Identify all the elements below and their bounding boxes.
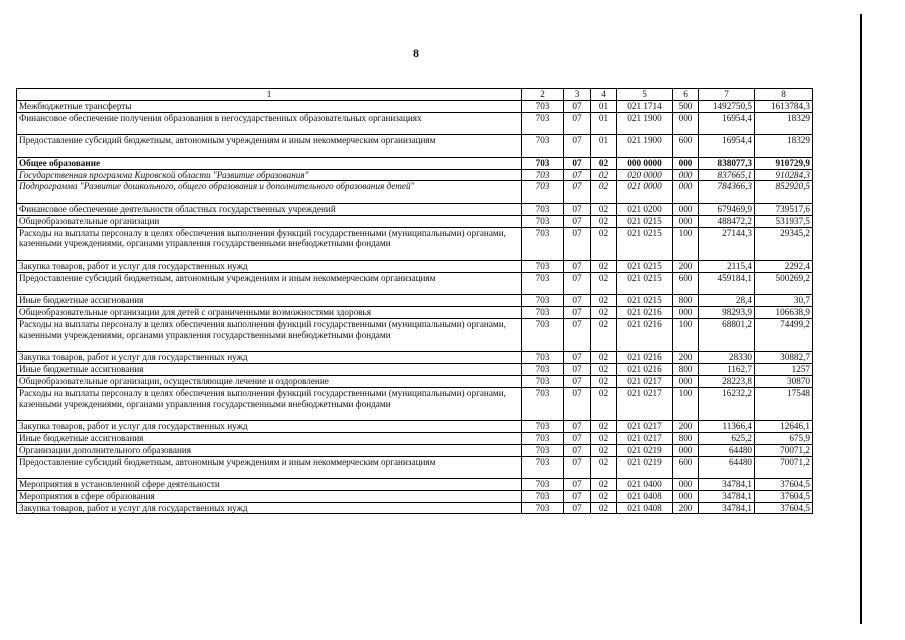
row-amount-col7: 625,2	[699, 432, 755, 444]
row-ministry-code: 703	[522, 479, 564, 491]
row-amount-col8: 30870	[755, 375, 813, 387]
row-expense-type-code: 100	[673, 227, 699, 260]
row-subsection-code: 02	[591, 421, 617, 433]
row-amount-col8: 500269,2	[755, 272, 813, 295]
row-name-cell: Предоставление субсидий бюджетным, автономным учреждениям и иным некоммерческим организациям	[17, 456, 522, 479]
row-ministry-code: 703	[522, 100, 564, 112]
row-section-code: 07	[564, 456, 591, 479]
row-amount-col8: 29345,2	[755, 227, 813, 260]
table-row	[17, 490, 813, 502]
row-ministry-code: 703	[522, 215, 564, 227]
row-ministry-code: 703	[522, 364, 564, 376]
row-amount-col7: 837665,1	[699, 169, 755, 181]
row-ministry-code: 703	[522, 444, 564, 456]
row-target-code: 021 0000	[617, 181, 673, 204]
row-expense-type-code: 200	[673, 502, 699, 514]
row-target-code: 021 0215	[617, 227, 673, 260]
row-section-code: 07	[564, 203, 591, 215]
table-row	[17, 215, 813, 227]
row-subsection-code: 02	[591, 432, 617, 444]
header-cell-5: 5	[617, 89, 673, 101]
row-ministry-code: 703	[522, 260, 564, 272]
row-target-code: 021 0200	[617, 203, 673, 215]
row-subsection-code: 02	[591, 479, 617, 491]
row-section-code: 07	[564, 318, 591, 351]
row-section-code: 07	[564, 169, 591, 181]
row-name-cell: Закупка товаров, работ и услуг для государственных нужд	[17, 421, 522, 433]
row-subsection-code: 02	[591, 456, 617, 479]
row-target-code: 000 0000	[617, 157, 673, 169]
table-row	[17, 456, 813, 479]
row-amount-col8: 12646,1	[755, 421, 813, 433]
row-name-cell: Закупка товаров, работ и услуг для государственных нужд	[17, 352, 522, 364]
row-name-cell: Межбюджетные трансферты	[17, 100, 522, 112]
row-expense-type-code: 100	[673, 318, 699, 351]
row-ministry-code: 703	[522, 375, 564, 387]
row-expense-type-code: 000	[673, 157, 699, 169]
row-expense-type-code: 600	[673, 272, 699, 295]
row-subsection-code: 02	[591, 387, 617, 420]
row-amount-col7: 16954,4	[699, 112, 755, 135]
row-amount-col8: 106638,9	[755, 307, 813, 319]
row-amount-col8: 1257	[755, 364, 813, 376]
row-ministry-code: 703	[522, 272, 564, 295]
row-name-cell: Иные бюджетные ассигнования	[17, 364, 522, 376]
row-amount-col7: 28223,8	[699, 375, 755, 387]
row-subsection-code: 02	[591, 215, 617, 227]
table-row	[17, 272, 813, 295]
table-row	[17, 157, 813, 169]
row-subsection-code: 02	[591, 169, 617, 181]
row-amount-col7: 16954,4	[699, 135, 755, 158]
row-amount-col8: 675,9	[755, 432, 813, 444]
row-expense-type-code: 000	[673, 112, 699, 135]
row-ministry-code: 703	[522, 352, 564, 364]
row-name-cell: Закупка товаров, работ и услуг для государственных нужд	[17, 502, 522, 514]
row-amount-col7: 1492750,5	[699, 100, 755, 112]
table-body	[17, 89, 813, 514]
row-ministry-code: 703	[522, 318, 564, 351]
row-section-code: 07	[564, 364, 591, 376]
row-name-cell: Общеобразовательные организации для детей с ограниченными возможностями здоровья	[17, 307, 522, 319]
row-expense-type-code: 600	[673, 135, 699, 158]
row-expense-type-code: 200	[673, 421, 699, 433]
row-amount-col7: 488472,2	[699, 215, 755, 227]
row-name-cell: Мероприятия в сфере образования	[17, 490, 522, 502]
row-ministry-code: 703	[522, 181, 564, 204]
table-row	[17, 479, 813, 491]
row-section-code: 07	[564, 100, 591, 112]
row-ministry-code: 703	[522, 169, 564, 181]
row-amount-col8: 739517,6	[755, 203, 813, 215]
row-ministry-code: 703	[522, 421, 564, 433]
row-subsection-code: 01	[591, 100, 617, 112]
row-name-cell: Иные бюджетные ассигнования	[17, 432, 522, 444]
row-ministry-code: 703	[522, 227, 564, 260]
row-section-code: 07	[564, 444, 591, 456]
table-row	[17, 295, 813, 307]
row-target-code: 021 0215	[617, 260, 673, 272]
table-row	[17, 307, 813, 319]
row-amount-col8: 70071,2	[755, 456, 813, 479]
row-target-code: 021 1714	[617, 100, 673, 112]
row-amount-col7: 679469,9	[699, 203, 755, 215]
row-subsection-code: 02	[591, 295, 617, 307]
table-row	[17, 112, 813, 135]
row-amount-col7: 11366,4	[699, 421, 755, 433]
row-target-code: 021 1900	[617, 135, 673, 158]
table-row	[17, 444, 813, 456]
row-target-code: 021 0216	[617, 318, 673, 351]
row-target-code: 021 0217	[617, 375, 673, 387]
row-expense-type-code: 800	[673, 295, 699, 307]
row-expense-type-code: 800	[673, 432, 699, 444]
page-edge-rule	[860, 14, 862, 624]
row-ministry-code: 703	[522, 203, 564, 215]
row-amount-col7: 1162,7	[699, 364, 755, 376]
row-expense-type-code: 000	[673, 444, 699, 456]
row-amount-col8: 37604,5	[755, 502, 813, 514]
row-subsection-code: 02	[591, 227, 617, 260]
row-name-cell: Расходы на выплаты персоналу в целях обеспечения выполнения функций государственными (муниципальными) органами, казенными учреждениями, органами управления государственными внебюджетными фондами	[17, 227, 522, 260]
table-row	[17, 181, 813, 204]
row-amount-col8: 37604,5	[755, 479, 813, 491]
row-amount-col7: 16232,2	[699, 387, 755, 420]
table-row	[17, 352, 813, 364]
row-target-code: 021 0216	[617, 364, 673, 376]
row-target-code: 020 0000	[617, 169, 673, 181]
row-name-cell: Финансовое обеспечение деятельности областных государственных учреждений	[17, 203, 522, 215]
row-subsection-code: 02	[591, 502, 617, 514]
row-target-code: 021 0216	[617, 307, 673, 319]
table-row	[17, 100, 813, 112]
row-name-cell: Предоставление субсидий бюджетным, автономным учреждениям и иным некоммерческим организациям	[17, 272, 522, 295]
row-target-code: 021 0215	[617, 272, 673, 295]
row-amount-col8: 30,7	[755, 295, 813, 307]
row-expense-type-code: 000	[673, 203, 699, 215]
row-expense-type-code: 000	[673, 181, 699, 204]
row-amount-col8: 70071,2	[755, 444, 813, 456]
row-subsection-code: 02	[591, 352, 617, 364]
row-section-code: 07	[564, 157, 591, 169]
row-ministry-code: 703	[522, 307, 564, 319]
row-section-code: 07	[564, 135, 591, 158]
table-row	[17, 502, 813, 514]
row-target-code: 021 0219	[617, 456, 673, 479]
header-cell-4: 4	[591, 89, 617, 101]
row-expense-type-code: 000	[673, 307, 699, 319]
row-expense-type-code: 000	[673, 169, 699, 181]
row-section-code: 07	[564, 352, 591, 364]
row-amount-col8: 910729,9	[755, 157, 813, 169]
row-target-code: 021 0219	[617, 444, 673, 456]
row-name-cell: Финансовое обеспечение получения образования в негосударственных образовательных организациях	[17, 112, 522, 135]
row-expense-type-code: 200	[673, 260, 699, 272]
row-name-cell: Предоставление субсидий бюджетным, автономным учреждениям и иным некоммерческим организациям	[17, 135, 522, 158]
row-name-cell: Расходы на выплаты персоналу в целях обеспечения выполнения функций государственными (муниципальными) органами, казенными учреждениями, органами управления государственными внебюджетными фондами	[17, 387, 522, 420]
row-ministry-code: 703	[522, 135, 564, 158]
row-section-code: 07	[564, 272, 591, 295]
row-target-code: 021 0217	[617, 421, 673, 433]
row-expense-type-code: 200	[673, 352, 699, 364]
row-subsection-code: 02	[591, 260, 617, 272]
row-target-code: 021 0217	[617, 387, 673, 420]
row-subsection-code: 02	[591, 181, 617, 204]
row-target-code: 021 0400	[617, 479, 673, 491]
row-target-code: 021 0408	[617, 490, 673, 502]
row-name-cell: Иные бюджетные ассигнования	[17, 295, 522, 307]
row-section-code: 07	[564, 479, 591, 491]
table-row	[17, 432, 813, 444]
row-amount-col8: 30882,7	[755, 352, 813, 364]
row-amount-col8: 531937,5	[755, 215, 813, 227]
row-subsection-code: 02	[591, 307, 617, 319]
row-subsection-code: 02	[591, 203, 617, 215]
row-amount-col7: 34784,1	[699, 502, 755, 514]
row-name-cell: Общеобразовательные организации, осуществляющие лечение и оздоровление	[17, 375, 522, 387]
budget-table	[16, 88, 813, 514]
row-expense-type-code: 100	[673, 387, 699, 420]
row-amount-col8: 852920,5	[755, 181, 813, 204]
row-name-cell: Расходы на выплаты персоналу в целях обеспечения выполнения функций государственными (муниципальными) органами, казенными учреждениями, органами управления государственными внебюджетными фондами	[17, 318, 522, 351]
header-cell-6: 6	[673, 89, 699, 101]
row-expense-type-code: 000	[673, 215, 699, 227]
row-amount-col7: 2115,4	[699, 260, 755, 272]
row-section-code: 07	[564, 387, 591, 420]
table-row	[17, 318, 813, 351]
row-target-code: 021 0215	[617, 215, 673, 227]
row-name-cell: Подпрограмма "Развитие дошкольного, общего образования и дополнительного образования детей"	[17, 181, 522, 204]
row-target-code: 021 0217	[617, 432, 673, 444]
header-cell-2: 2	[522, 89, 564, 101]
row-expense-type-code: 000	[673, 490, 699, 502]
row-section-code: 07	[564, 181, 591, 204]
row-target-code: 021 0408	[617, 502, 673, 514]
row-subsection-code: 02	[591, 157, 617, 169]
table-row	[17, 375, 813, 387]
row-amount-col8: 37604,5	[755, 490, 813, 502]
row-section-code: 07	[564, 215, 591, 227]
row-section-code: 07	[564, 490, 591, 502]
row-ministry-code: 703	[522, 490, 564, 502]
header-cell-1: 1	[17, 89, 522, 101]
table-row	[17, 260, 813, 272]
row-ministry-code: 703	[522, 157, 564, 169]
row-ministry-code: 703	[522, 502, 564, 514]
row-name-cell: Мероприятия в установленной сфере деятельности	[17, 479, 522, 491]
row-subsection-code: 02	[591, 375, 617, 387]
table-row	[17, 421, 813, 433]
row-section-code: 07	[564, 502, 591, 514]
row-name-cell: Государственная программа Кировской области "Развитие образования"	[17, 169, 522, 181]
row-subsection-code: 01	[591, 112, 617, 135]
row-amount-col7: 459184,1	[699, 272, 755, 295]
row-target-code: 021 0215	[617, 295, 673, 307]
row-subsection-code: 02	[591, 272, 617, 295]
row-target-code: 021 0216	[617, 352, 673, 364]
table-row	[17, 135, 813, 158]
page-number: 8	[413, 46, 419, 60]
row-subsection-code: 02	[591, 490, 617, 502]
row-amount-col8: 1613784,3	[755, 100, 813, 112]
header-cell-8: 8	[755, 89, 813, 101]
header-cell-3: 3	[564, 89, 591, 101]
row-amount-col8: 18329	[755, 112, 813, 135]
row-name-cell: Общеобразовательные организации	[17, 215, 522, 227]
row-expense-type-code: 000	[673, 375, 699, 387]
row-amount-col7: 838077,3	[699, 157, 755, 169]
header-cell-7: 7	[699, 89, 755, 101]
row-amount-col7: 28330	[699, 352, 755, 364]
table-row	[17, 387, 813, 420]
row-amount-col7: 34784,1	[699, 490, 755, 502]
row-section-code: 07	[564, 227, 591, 260]
row-target-code: 021 1900	[617, 112, 673, 135]
row-amount-col8: 17548	[755, 387, 813, 420]
row-amount-col8: 74499,2	[755, 318, 813, 351]
row-name-cell: Организации дополнительного образования	[17, 444, 522, 456]
table-row	[17, 203, 813, 215]
row-amount-col7: 784366,3	[699, 181, 755, 204]
row-name-cell: Закупка товаров, работ и услуг для государственных нужд	[17, 260, 522, 272]
row-expense-type-code: 000	[673, 479, 699, 491]
row-subsection-code: 02	[591, 444, 617, 456]
row-ministry-code: 703	[522, 112, 564, 135]
header-row	[17, 89, 813, 101]
row-section-code: 07	[564, 421, 591, 433]
row-amount-col7: 64480	[699, 444, 755, 456]
row-amount-col8: 18329	[755, 135, 813, 158]
row-amount-col7: 34784,1	[699, 479, 755, 491]
table-row	[17, 364, 813, 376]
row-amount-col7: 68801,2	[699, 318, 755, 351]
row-section-code: 07	[564, 307, 591, 319]
row-section-code: 07	[564, 432, 591, 444]
table-row	[17, 227, 813, 260]
row-subsection-code: 02	[591, 318, 617, 351]
row-ministry-code: 703	[522, 432, 564, 444]
row-section-code: 07	[564, 295, 591, 307]
row-ministry-code: 703	[522, 295, 564, 307]
row-section-code: 07	[564, 375, 591, 387]
row-expense-type-code: 800	[673, 364, 699, 376]
row-amount-col7: 27144,3	[699, 227, 755, 260]
row-name-cell: Общее образование	[17, 157, 522, 169]
table-row	[17, 169, 813, 181]
row-amount-col7: 28,4	[699, 295, 755, 307]
row-expense-type-code: 600	[673, 456, 699, 479]
row-amount-col7: 98293,9	[699, 307, 755, 319]
row-section-code: 07	[564, 112, 591, 135]
row-subsection-code: 02	[591, 364, 617, 376]
row-expense-type-code: 500	[673, 100, 699, 112]
row-ministry-code: 703	[522, 387, 564, 420]
row-amount-col8: 2292,4	[755, 260, 813, 272]
row-amount-col8: 910284,3	[755, 169, 813, 181]
row-ministry-code: 703	[522, 456, 564, 479]
row-subsection-code: 01	[591, 135, 617, 158]
row-section-code: 07	[564, 260, 591, 272]
row-amount-col7: 64480	[699, 456, 755, 479]
